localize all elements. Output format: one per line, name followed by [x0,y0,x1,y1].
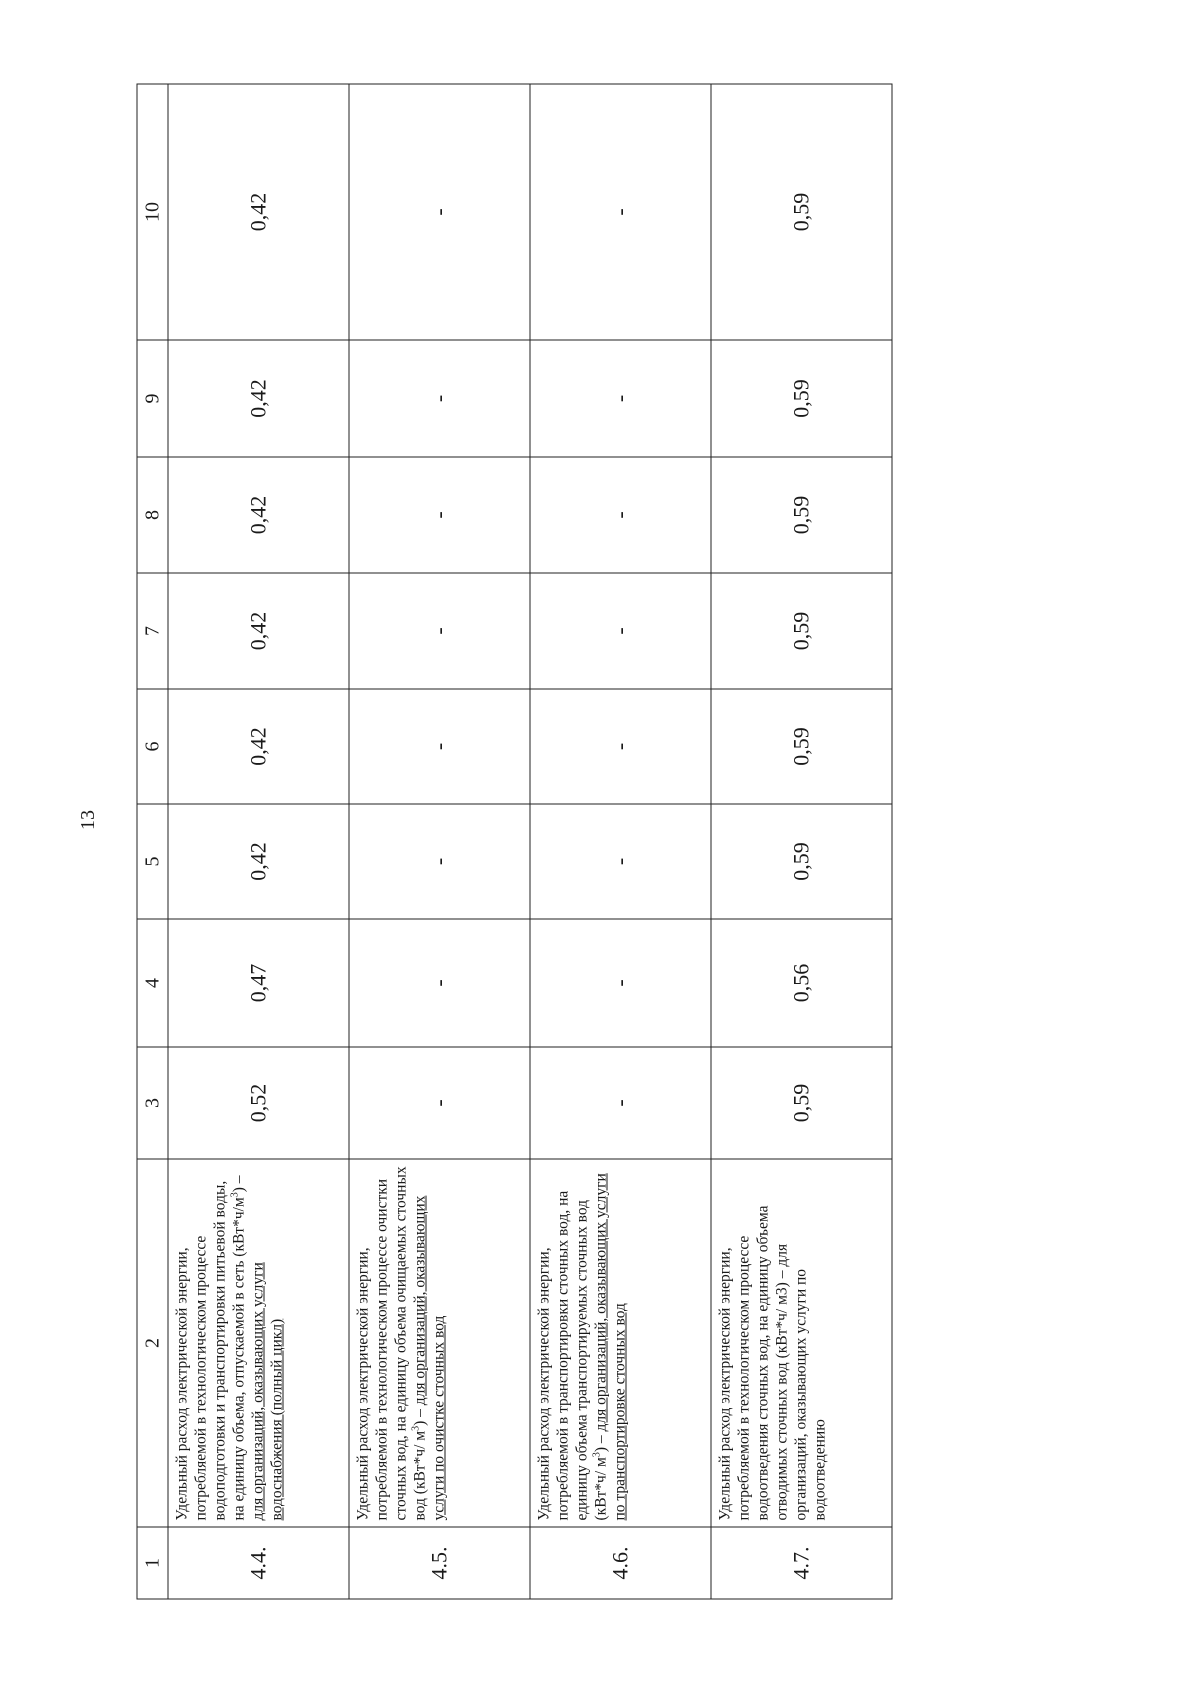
header-cell: 9 [137,340,168,457]
desc-superscript: 3 [229,1192,241,1198]
header-row [137,84,168,1599]
value-cell: 0,59 [711,689,892,804]
table-row [711,84,892,1599]
value-cell: 0,42 [168,573,349,689]
row-number: 4.7. [711,1527,892,1599]
value-cell: - [349,573,530,689]
desc-superscript: 3 [410,1425,422,1431]
value-cell: 0,59 [711,1047,892,1159]
header-cell: 1 [137,1527,168,1599]
row-number: 4.6. [530,1527,711,1599]
page-number: 13 [77,810,99,830]
indicators-table [137,84,893,1600]
value-cell: - [530,457,711,573]
table-rotated-wrapper [137,85,892,1600]
header-cell: 6 [137,689,168,804]
header-cell: 4 [137,919,168,1047]
desc-underlined: для организаций, оказывающих услуги по транспортировке сточных вод [592,1173,629,1521]
header-cell: 2 [137,1159,168,1527]
value-cell: - [530,573,711,689]
value-cell: - [530,84,711,340]
desc-text: Удельный расход электрической энергии, потребляемой в транспортировки сточных вод, на единицу объема транспортируемых сточных вод (кВт*ч/ м [535,1190,610,1521]
value-cell: - [349,804,530,919]
row-number: 4.4. [168,1527,349,1599]
value-cell: - [349,457,530,573]
row-description [349,1159,530,1527]
value-cell: - [349,689,530,804]
value-cell: 0,59 [711,84,892,340]
row-description [530,1159,711,1527]
value-cell: - [530,340,711,457]
value-cell: 0,52 [168,1047,349,1159]
value-cell: 0,42 [168,804,349,919]
desc-underlined: для организаций, оказывающих услуги водоснабжения (полный цикл) [249,1262,286,1521]
value-cell: 0,47 [168,919,349,1047]
value-cell: 0,59 [711,804,892,919]
header-cell: 10 [137,84,168,340]
value-cell: - [349,919,530,1047]
desc-text: Удельный расход электрической энергии, потребляемой в технологическом процессе водоотведения сточных вод, на единицу объема отводимых сточных вод (кВт*ч/ м3) – для организаций, оказывающих услуги по водоотведению [716,1205,829,1521]
desc-text-mid: ) – [592,1431,610,1453]
header-cell: 5 [137,804,168,919]
header-cell: 3 [137,1047,168,1159]
value-cell: 0,42 [168,457,349,573]
desc-text-mid: ) – [230,1175,248,1193]
row-description [168,1159,349,1527]
value-cell: - [530,1047,711,1159]
value-cell: - [349,84,530,340]
value-cell: - [349,340,530,457]
value-cell: - [530,919,711,1047]
desc-text: Удельный расход электрической энергии, потребляемой в технологическом процессе водоподготовки и транспортировки питьевой воды, на единицу объема, отпускаемой в сеть (кВт*ч/м [173,1180,248,1521]
table-row [530,84,711,1599]
value-cell: 0,59 [711,573,892,689]
header-cell: 8 [137,457,168,573]
value-cell: 0,42 [168,340,349,457]
table-row [349,84,530,1599]
value-cell: - [349,1047,530,1159]
desc-text: Удельный расход электрической энергии, потребляемой в технологическом процессе очистки сточных вод, на единицу объема очищаемых сточных вод (кВт*ч/ м [354,1166,429,1521]
value-cell: - [530,804,711,919]
desc-underlined: для организаций, оказывающих услуги по очистке сточных вод [411,1195,448,1521]
row-description [711,1159,892,1527]
value-cell: - [530,689,711,804]
value-cell: 0,42 [168,84,349,340]
header-cell: 7 [137,573,168,689]
desc-superscript: 3 [591,1452,603,1458]
row-number: 4.5. [349,1527,530,1599]
table-row [168,84,349,1599]
value-cell: 0,42 [168,689,349,804]
value-cell: 0,56 [711,919,892,1047]
value-cell: 0,59 [711,457,892,573]
value-cell: 0,59 [711,340,892,457]
desc-text-mid: ) – [411,1405,429,1426]
